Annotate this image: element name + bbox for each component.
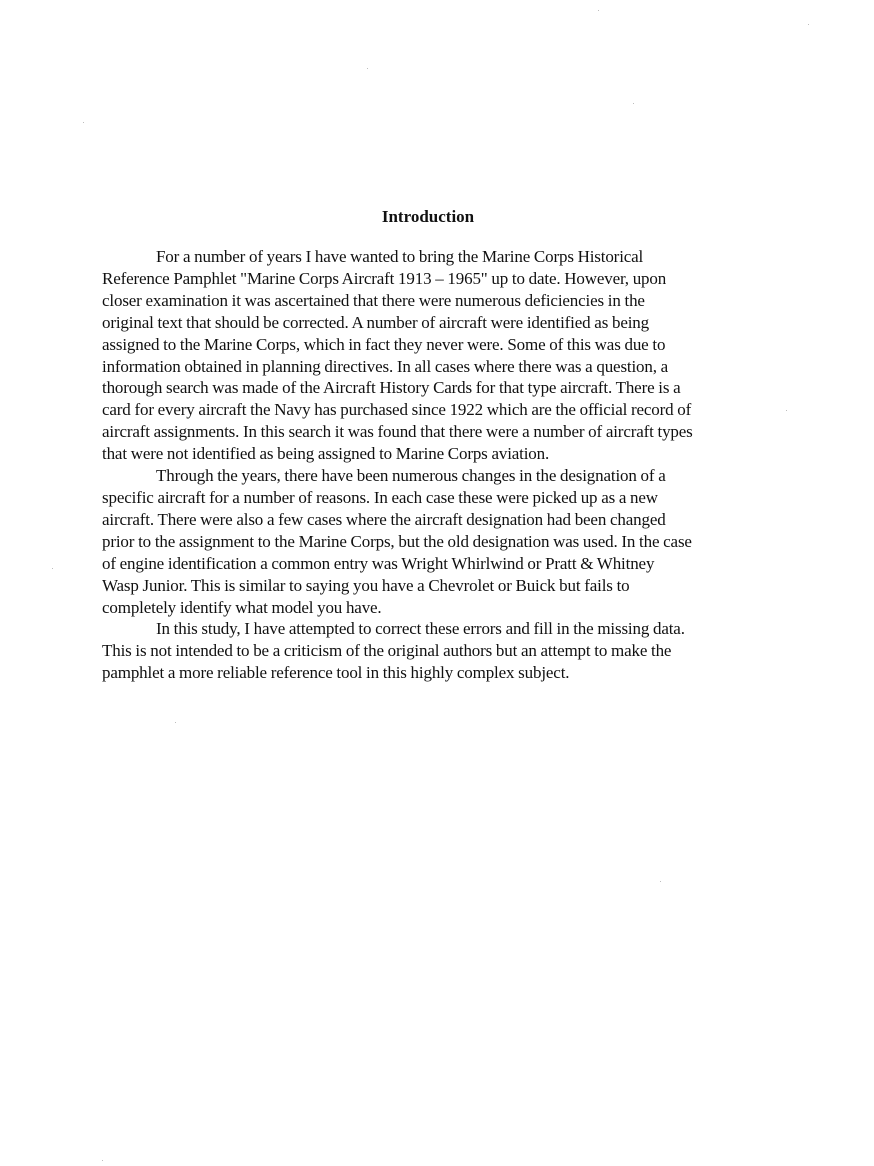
paragraph-3	[102, 618, 754, 684]
paragraph-line: Wasp Junior. This is similar to saying you have a Chevrolet or Buick but fails to	[102, 575, 630, 595]
paragraph-line: closer examination it was ascertained that there were numerous deficiencies in the	[102, 290, 645, 310]
paragraph-line: This is not intended to be a criticism of the original authors but an attempt to make the	[102, 641, 672, 661]
paragraph-line: specific aircraft for a number of reasons. In each case these were picked up as a new	[102, 487, 658, 507]
scan-speck	[83, 122, 84, 123]
paragraph-line: that were not identified as being assigned to Marine Corps aviation.	[102, 444, 550, 464]
paragraph-line: Through the years, there have been numerous changes in the designation of a	[156, 466, 666, 486]
paragraph-2	[102, 465, 754, 618]
scan-speck	[102, 1160, 103, 1161]
paragraph-1	[102, 246, 754, 465]
paragraph-line: information obtained in planning directives. In all cases where there was a question, a	[102, 356, 669, 376]
paragraph-line: Reference Pamphlet "Marine Corps Aircraft 1913 – 1965" up to date. However, upon	[102, 268, 667, 288]
scan-speck	[633, 103, 634, 104]
paragraph-line: pamphlet a more reliable reference tool in this highly complex subject.	[102, 663, 570, 683]
paragraph-line: assigned to the Marine Corps, which in fact they never were. Some of this was due to	[102, 334, 666, 354]
scan-speck	[660, 881, 661, 882]
paragraph-line: card for every aircraft the Navy has purchased since 1922 which are the official record of	[102, 400, 692, 420]
paragraph-line: of engine identification a common entry was Wright Whirlwind or Pratt & Whitney	[102, 553, 655, 573]
paragraph-line: prior to the assignment to the Marine Corps, but the old designation was used. In the case	[102, 531, 692, 551]
document-body	[102, 206, 754, 684]
scan-speck	[52, 568, 53, 569]
scan-speck	[786, 410, 787, 411]
paragraph-line: completely identify what model you have.	[102, 597, 382, 617]
scan-speck	[598, 10, 599, 11]
paragraph-line: In this study, I have attempted to correct these errors and fill in the missing data.	[156, 619, 685, 639]
paragraph-line: thorough search was made of the Aircraft History Cards for that type aircraft. There is a	[102, 378, 681, 398]
paragraph-line: For a number of years I have wanted to bring the Marine Corps Historical	[156, 247, 644, 266]
paragraph-line: original text that should be corrected. A number of aircraft were identified as being	[102, 312, 649, 332]
scan-speck	[808, 24, 809, 25]
paragraph-line: aircraft assignments. In this search it was found that there were a number of aircraft types	[102, 422, 693, 442]
scan-speck	[175, 722, 176, 723]
paragraph-line: aircraft. There were also a few cases where the aircraft designation had been changed	[102, 509, 666, 529]
scan-speck	[367, 68, 368, 69]
document-title: Introduction	[381, 207, 475, 226]
